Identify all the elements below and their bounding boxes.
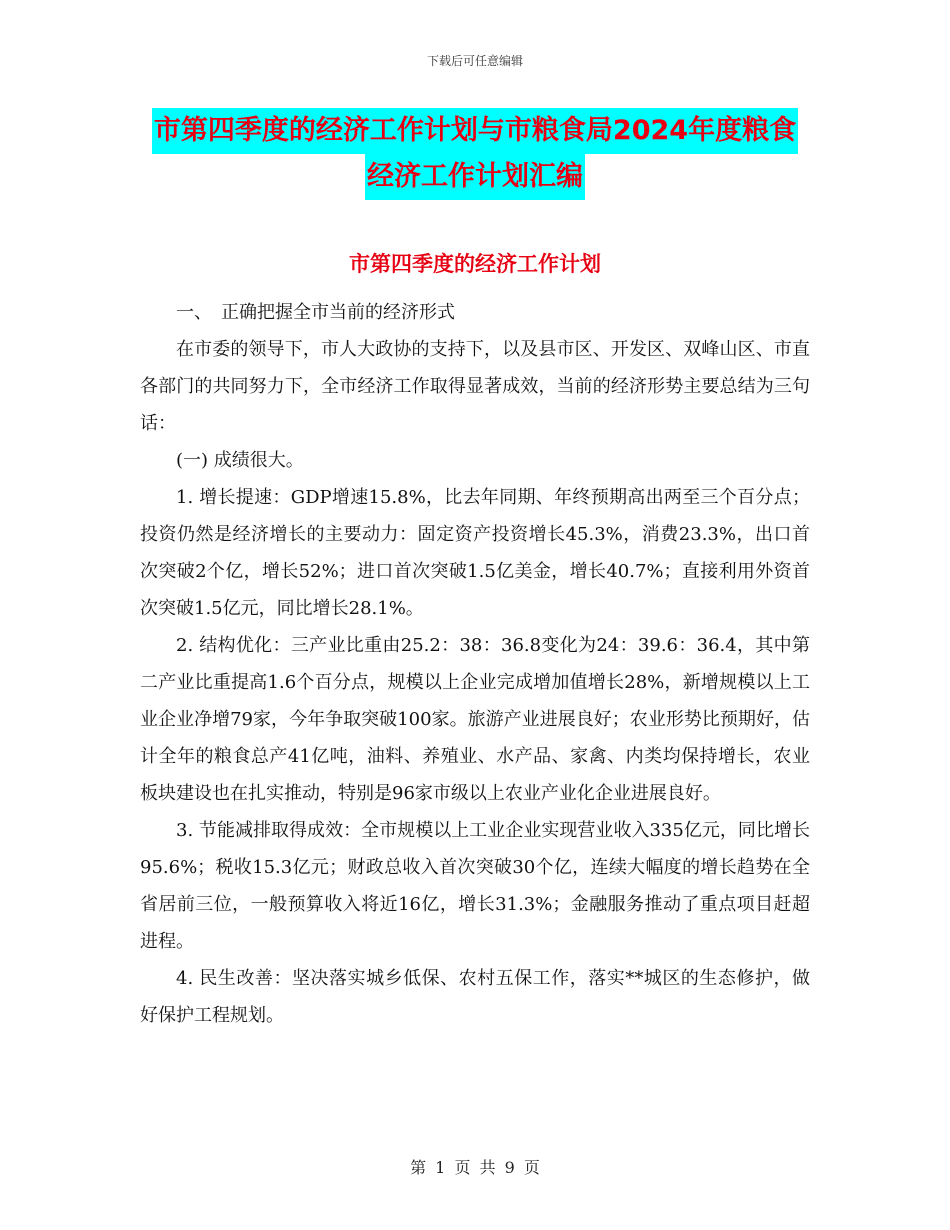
heading-level-2: (一) 成绩很大。 <box>176 450 304 471</box>
document-body <box>140 294 810 1034</box>
document-title-line-2: 经济工作计划汇编 <box>365 154 585 200</box>
paragraph-structure: 2. 结构优化：三产业比重由25.2：38：36.8变化为24：39.6：36.4，其中第二产业比重提高1.6个百分点，规模以上企业完成增加值增长28%，新增规模以上工业企业净增79家，今年争取突破100家。旅游产业进展良好；农业形势比预期好，估计全年的粮食总产41亿吨，油料、养殖业、水产品、家禽、内类均保持增长，农业板块建设也在扎实推动，特别是96家市级以上农业产业化企业进展良好。 <box>140 635 810 804</box>
document-title <box>0 108 950 200</box>
heading-level-1: 一、 正确把握全市当前的经济形式 <box>176 302 455 323</box>
page-header-note: 下载后可任意编辑 <box>426 54 523 68</box>
page-footer: 第 1 页 共 9 页 <box>410 1158 540 1177</box>
paragraph-energy: 3. 节能减排取得成效：全市规模以上工业企业实现营业收入335亿元，同比增长95.6%；税收15.3亿元；财政总收入首次突破30个亿，连续大幅度的增长趋势在全省居前三位，一般预算收入将近16亿，增长31.3%；金融服务推动了重点项目赶超进程。 <box>140 820 810 952</box>
section-title: 市第四季度的经济工作计划 <box>349 252 601 276</box>
paragraph-growth: 1. 增长提速：GDP增速15.8%，比去年同期、年终预期高出两至三个百分点；投资仍然是经济增长的主要动力：固定资产投资增长45.3%，消费23.3%，出口首次突破2个亿，增长52%；进口首次突破1.5亿美金，增长40.7%；直接利用外资首次突破1.5亿元，同比增长28.1%。 <box>140 487 810 619</box>
paragraph-intro: 在市委的领导下，市人大政协的支持下，以及县市区、开发区、双峰山区、市直各部门的共同努力下，全市经济工作取得显著成效，当前的经济形势主要总结为三句话： <box>140 339 810 434</box>
paragraph-livelihood: 4. 民生改善：坚决落实城乡低保、农村五保工作，落实**城区的生态修护，做好保护工程规划。 <box>140 968 810 1026</box>
document-title-line-1: 市第四季度的经济工作计划与市粮食局2024年度粮食 <box>152 108 798 154</box>
